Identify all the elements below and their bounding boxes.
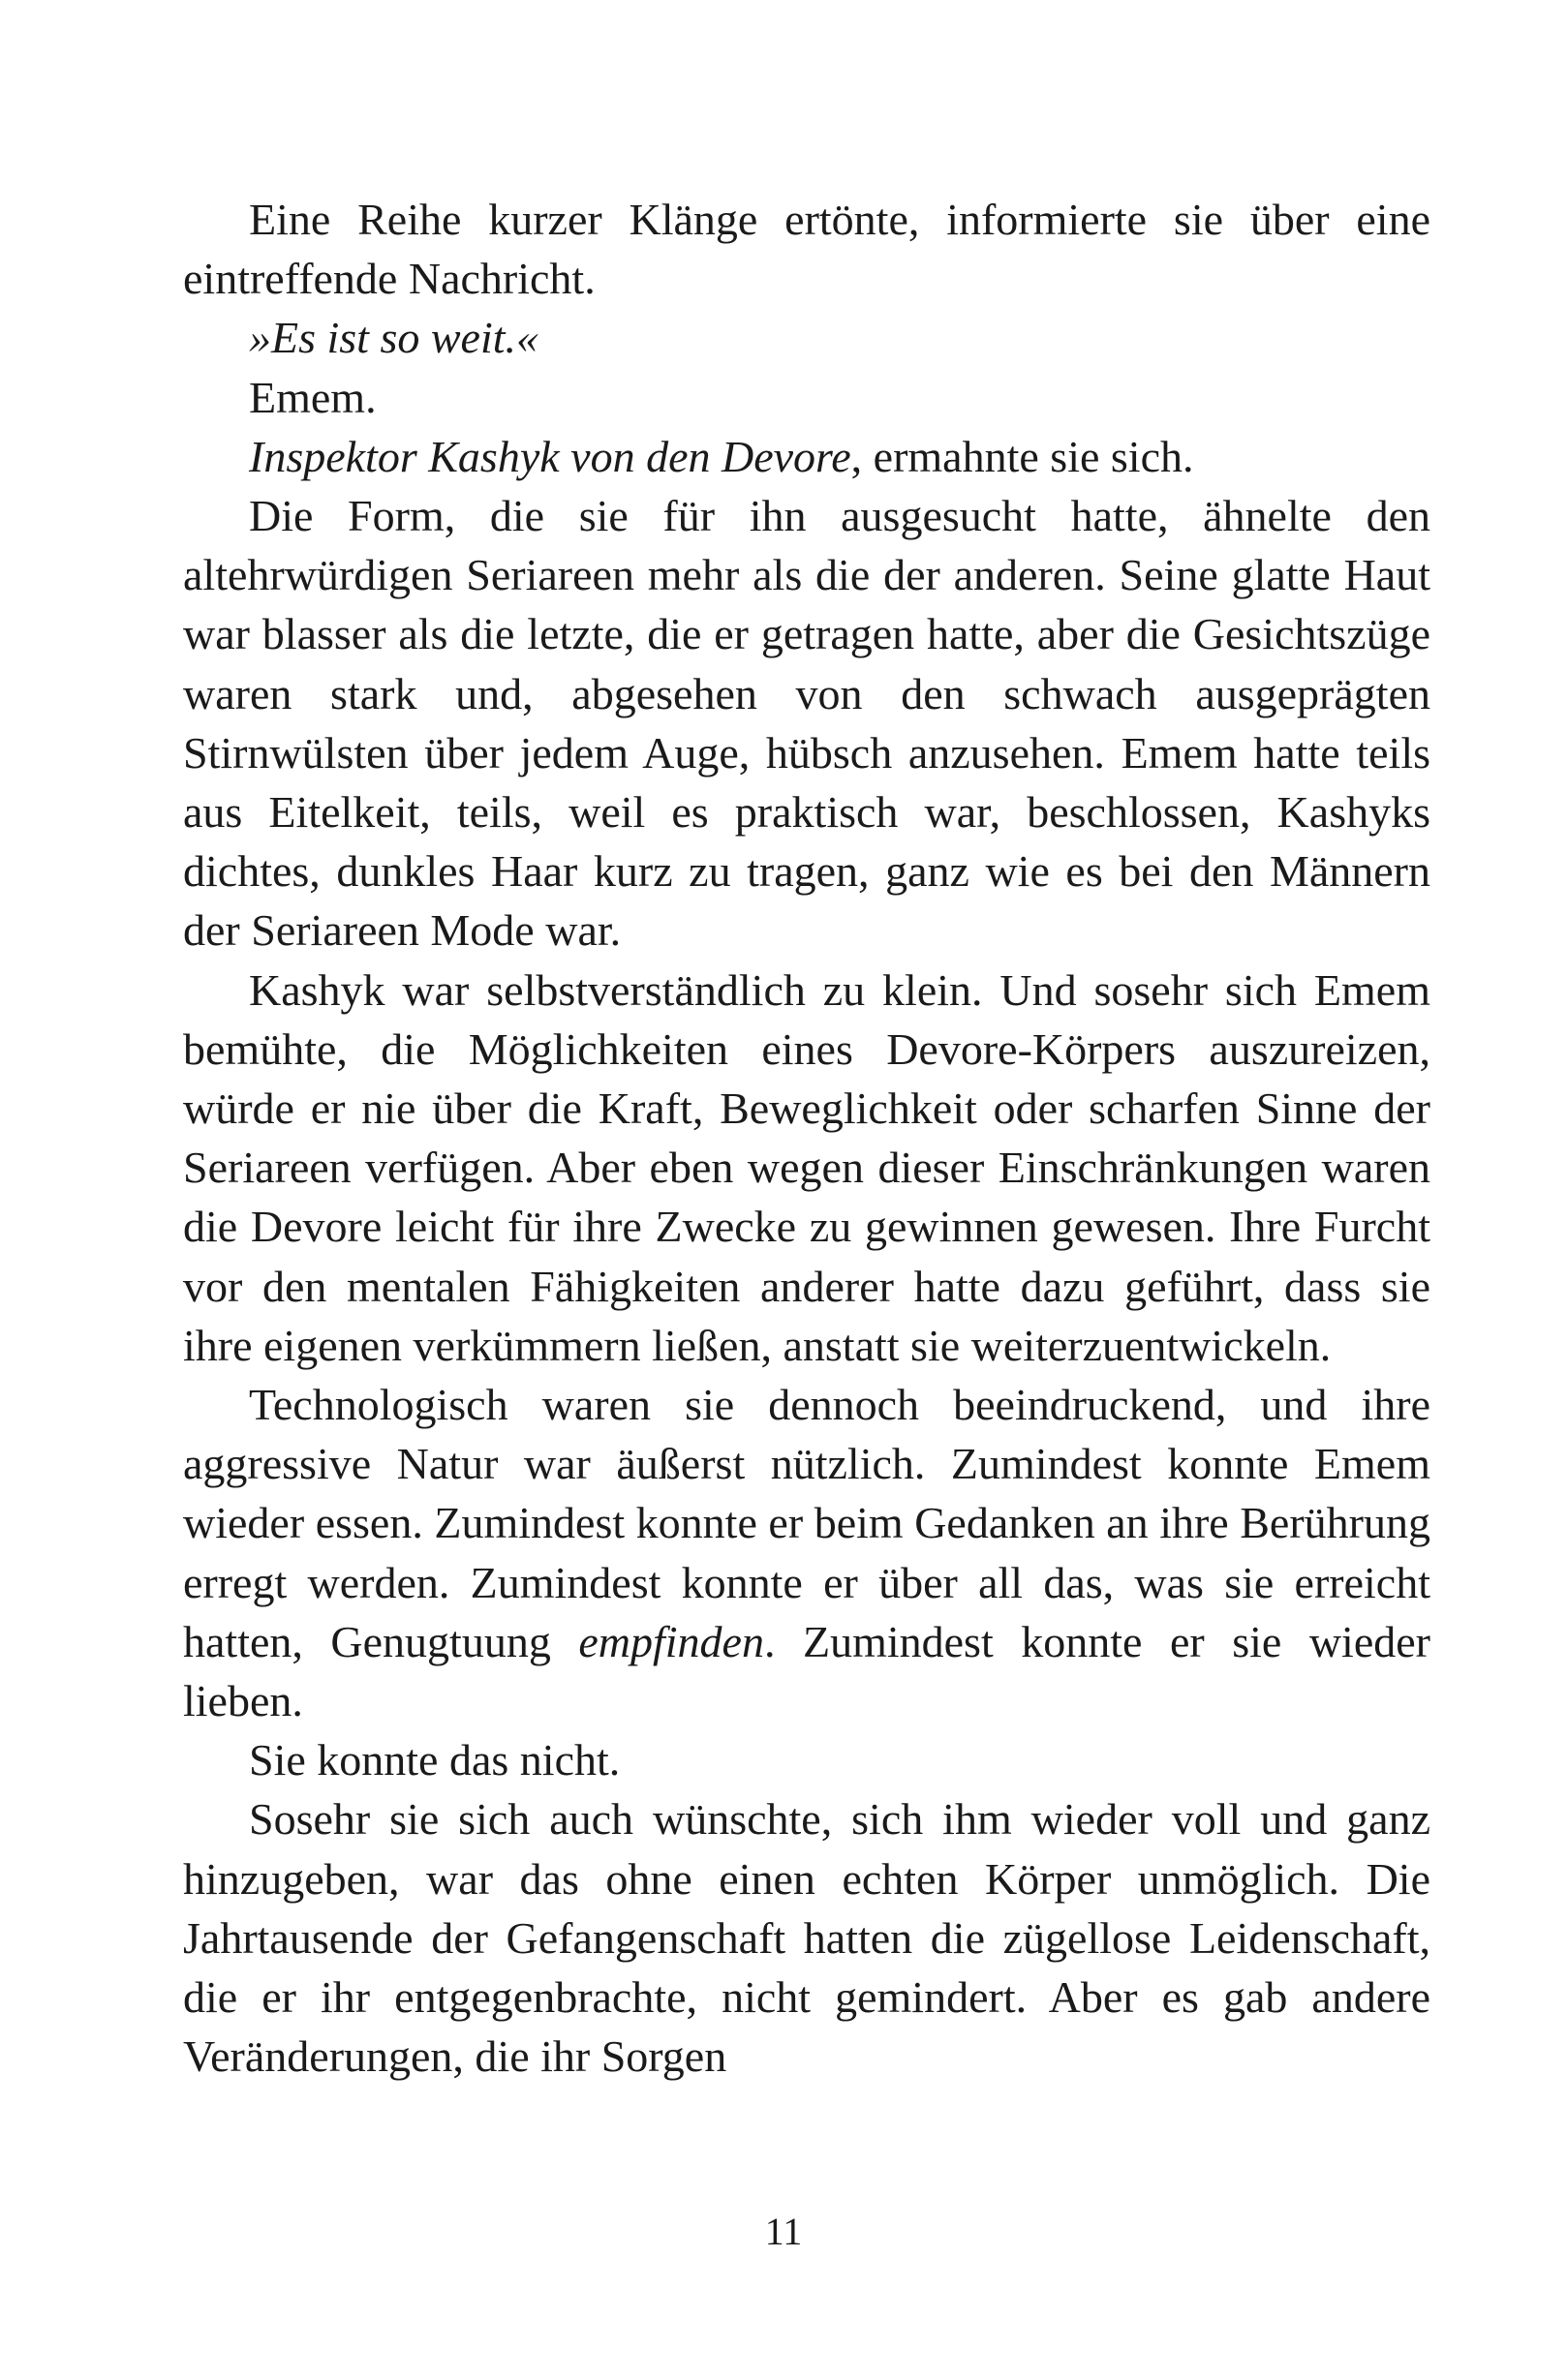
text-segment: . Zumindest konnte er sie wieder lieben. (183, 1616, 1430, 1726)
paragraph (183, 427, 1430, 486)
body-text (183, 190, 1430, 2087)
text-segment: Eine Reihe kurzer Klänge ertönte, informierte sie über eine eintreffende Nachricht. (183, 195, 1430, 304)
italic-text: empfinden (578, 1616, 764, 1666)
text-segment: Technologisch waren sie dennoch beeindruckend, und ihre aggressive Natur war äußerst nützlich. Zumindest konnte Emem wieder essen. Zumindest konnte er beim Gedanken an ihre Berührung erregt werden. Zumindest konnte er über all das, was sie erreicht hatten, Genugtuung (183, 1380, 1430, 1666)
text-segment: Kashyk war selbstverständlich zu klein. Und sosehr sich Emem bemühte, die Möglichkeiten eines Devore-Körpers auszureizen, würde er nie über die Kraft, Beweglichkeit oder scharfen Sinne der Seriareen verfügen. Aber eben wegen dieser Einschränkungen waren die Devore leicht für ihre Zwecke zu gewinnen gewesen. Ihre Furcht vor den mentalen Fähigkeiten anderer hatte dazu geführt, dass sie ihre eigenen verkümmern ließen, anstatt sie weiterzuentwickeln. (183, 964, 1430, 1370)
italic-text: Inspektor Kashyk von den Devore (249, 431, 851, 481)
paragraph (183, 308, 1430, 367)
paragraph (183, 1789, 1430, 2086)
text-segment: , ermahnte sie sich. (850, 431, 1194, 481)
text-segment: Emem. (249, 372, 377, 422)
paragraph (183, 190, 1430, 308)
paragraph (183, 368, 1430, 427)
page-number: 11 (764, 2210, 803, 2253)
italic-text: »Es ist so weit.« (249, 313, 539, 363)
paragraph (183, 961, 1430, 1375)
paragraph (183, 1375, 1430, 1730)
paragraph (183, 1730, 1430, 1789)
text-segment: Sosehr sie sich auch wünschte, sich ihm wieder voll und ganz hinzugeben, war das ohne einen echten Körper unmöglich. Die Jahrtausende der Gefangenschaft hatten die zügellose Leidenschaft, die er ihr entgegenbrachte, nicht gemindert. Aber es gab andere Veränderungen, die ihr Sorgen (183, 1794, 1430, 2082)
paragraph (183, 486, 1430, 961)
text-segment: Sie konnte das nicht. (249, 1735, 621, 1785)
text-segment: Die Form, die sie für ihn ausgesucht hatte, ähnelte den altehrwürdigen Seriareen mehr als die der anderen. Seine glatte Haut war blasser als die letzte, die er getragen hatte, aber die Gesichtszüge waren stark und, abgesehen von den schwach ausgeprägten Stirnwülsten über jedem Auge, hübsch anzusehen. Emem hatte teils aus Eitelkeit, teils, weil es praktisch war, beschlossen, Kashyks dichtes, dunkles Haar kurz zu tragen, ganz wie es bei den Männern der Seriareen Mode war. (183, 491, 1430, 956)
